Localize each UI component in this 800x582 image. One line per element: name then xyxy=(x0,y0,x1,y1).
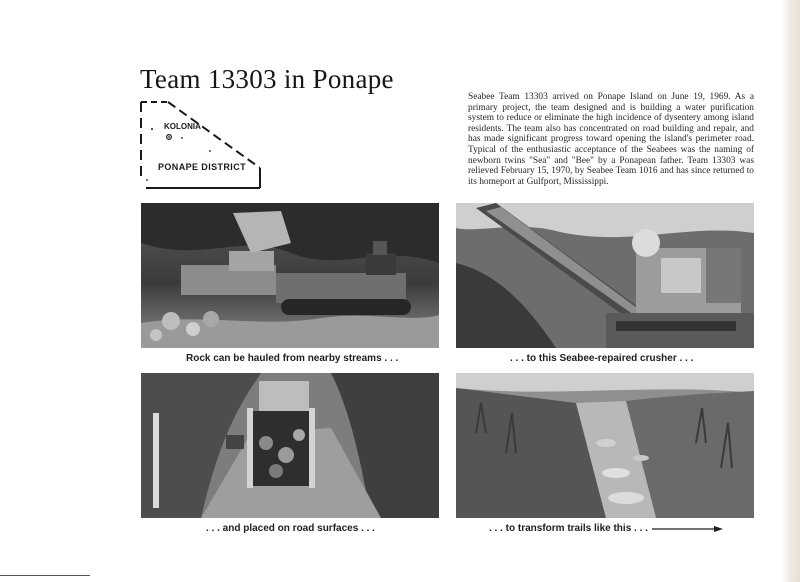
caption-4: . . . to transform trails like this . . . xyxy=(489,523,648,534)
photo-crusher xyxy=(456,203,754,348)
page-title: Team 13303 in Ponape xyxy=(140,64,394,94)
caption-3: . . . and placed on road surfaces . . . xyxy=(206,523,375,534)
intro-paragraph: Seabee Team 13303 arrived on Ponape Island on June 19, 1969. As a primary project, the team designed and is building a water purification system to reduce or eliminate the high incidence of dysentery among island residents. The team also has concentrated on road building and repair, and has made significant progress toward opening the island's perimeter road. Typical of the enthusiastic acceptance of the Seabees was the naming of newborn twins "Sea" and "Bee" by a Ponapean father. Team 13303 was relieved February 15, 1970, by Seabee Team 1016 and has since returned to its homeport at Gulfport, Mississippi. xyxy=(468,92,754,187)
ponape-district-label: PONAPE DISTRICT xyxy=(158,162,247,172)
photo-dump-truck xyxy=(141,373,439,518)
kolonia-label: KOLONIA xyxy=(164,122,201,131)
caption-1: Rock can be hauled from nearby streams . . . xyxy=(186,353,399,364)
caption-2: . . . to this Seabee-repaired crusher . . . xyxy=(510,353,694,364)
bottom-rule xyxy=(0,575,90,576)
photo-trail xyxy=(456,373,754,518)
ponape-district-map xyxy=(138,96,262,190)
arrow-right-icon xyxy=(652,524,724,534)
page-edge xyxy=(782,0,800,582)
photo-bulldozer-stream xyxy=(141,203,439,348)
map-outline xyxy=(138,96,262,190)
